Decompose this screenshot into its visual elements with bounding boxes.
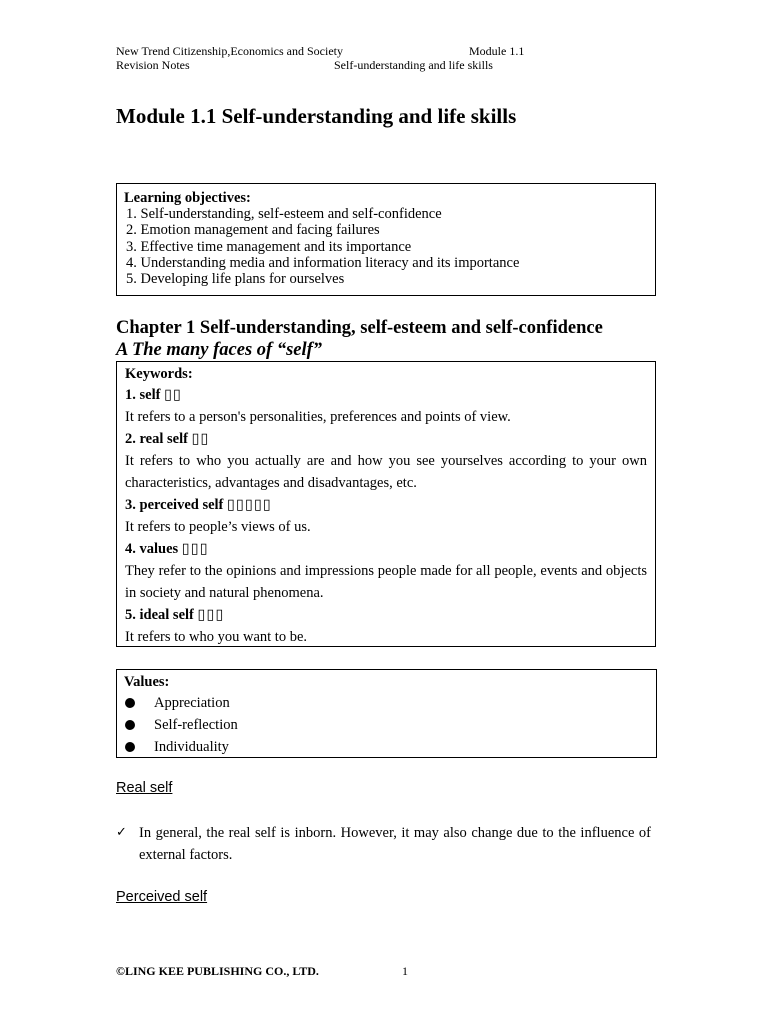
values-heading: Values: xyxy=(124,674,170,690)
objective-item: 1. Self-understanding, self-esteem and self-confidence xyxy=(126,206,442,222)
keyword-definition: It refers to who you want to be. xyxy=(125,629,308,645)
objective-item: 5. Developing life plans for ourselves xyxy=(126,271,345,288)
real-self-text: In general, the real self is inborn. However, it may also change due to the influence of external factors. xyxy=(139,825,651,863)
bullet-icon xyxy=(125,742,135,752)
keyword-definition: It refers to a person's personalities, preferences and points of view. xyxy=(125,409,511,425)
keyword-term-label: 2. real self xyxy=(125,431,188,447)
keyword-term-label: 4. values xyxy=(125,541,179,557)
header-topic: Self-understanding and life skills xyxy=(334,58,493,72)
real-self-heading: Real self xyxy=(116,780,173,796)
objective-item: 4. Understanding media and information literacy and its importance xyxy=(126,254,520,271)
keywords-heading: Keywords: xyxy=(125,366,193,382)
chapter-title: Chapter 1 Self-understanding, self-esteem and self-confidence xyxy=(116,318,603,338)
value-label: Appreciation xyxy=(154,695,230,711)
keyword-chinese-term: ▯▯ xyxy=(191,431,210,447)
learning-objectives-box xyxy=(116,183,656,296)
perceived-self-heading: Perceived self xyxy=(116,889,208,905)
page-title: Module 1.1 Self-understanding and life skills xyxy=(116,104,517,128)
keyword-term-label: 1. self xyxy=(125,387,161,403)
objective-item: 2. Emotion management and facing failures xyxy=(126,222,380,239)
keyword-term-label: 3. perceived self xyxy=(125,497,224,513)
keywords-box xyxy=(116,361,656,647)
keyword-term xyxy=(125,384,647,406)
values-box xyxy=(116,669,657,758)
keyword-chinese-term: ▯▯▯ xyxy=(181,541,209,557)
keyword-term xyxy=(125,604,647,626)
keyword-definition: They refer to the opinions and impressions people made for all people, events and objects in society and natural phenomena. xyxy=(125,563,647,601)
header-module: Module 1.1 xyxy=(469,44,525,58)
header-title: New Trend Citizenship,Economics and Society xyxy=(116,44,343,58)
values-list-item xyxy=(124,692,656,714)
objective-item: 3. Effective time management and its importance xyxy=(126,238,412,255)
values-list-item xyxy=(124,714,656,736)
section-title: A The many faces of “self” xyxy=(116,340,323,360)
keyword-term-label: 5. ideal self xyxy=(125,607,194,623)
keyword-term xyxy=(125,428,647,450)
bullet-icon xyxy=(125,698,135,708)
keyword-chinese-term: ▯▯ xyxy=(164,387,183,403)
keyword-chinese-term: ▯▯▯ xyxy=(197,607,225,623)
values-list-item xyxy=(124,736,656,758)
page-number: 1 xyxy=(402,964,408,978)
footer-copyright: ©LING KEE PUBLISHING CO., LTD. xyxy=(116,964,319,978)
real-self-point xyxy=(116,822,651,866)
keyword-term xyxy=(125,538,647,560)
header-subtitle: Revision Notes xyxy=(116,58,190,72)
keyword-chinese-term: ▯▯▯▯▯ xyxy=(227,497,272,513)
value-label: Individuality xyxy=(154,739,229,755)
value-label: Self-reflection xyxy=(154,717,238,733)
keyword-term xyxy=(125,494,647,516)
learning-objectives-heading: Learning objectives: xyxy=(124,190,251,206)
keyword-definition: It refers to who you actually are and how you see yourselves according to your own characteristics, advantages and disadvantages, etc. xyxy=(125,453,647,491)
check-mark-icon: ✓ xyxy=(116,825,127,840)
bullet-icon xyxy=(125,720,135,730)
keyword-definition: It refers to people’s views of us. xyxy=(125,519,311,535)
